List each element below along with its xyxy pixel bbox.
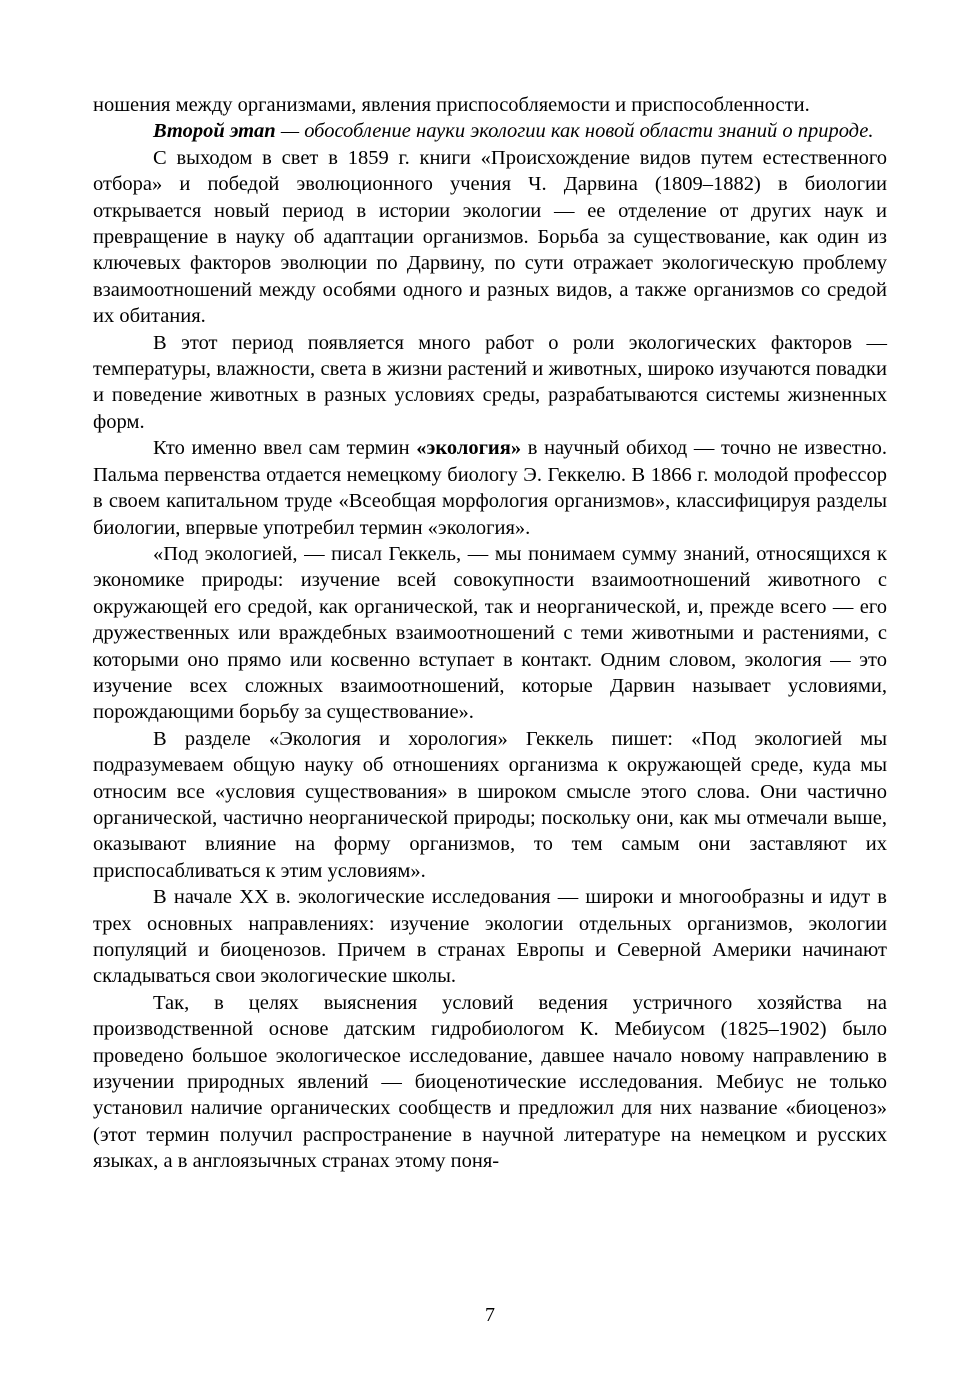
paragraph-darwin: С выходом в свет в 1859 г. книги «Происхождение видов путем естественного отбора» и победой эволюционного учения Ч. Дарвина (1809–1882) в биологии открывается новый период в истории экологии — ее отделение от других наук и превращение в науку об адаптации организмов. Борьба за существование, как один из ключевых факторов эволюции по Дарвину, по сути отражает экологическую проблему взаимоотношений между особями одного и разных видов, а также организмов со средой их обитания. bbox=[93, 146, 887, 328]
paragraph-second-stage bbox=[93, 118, 887, 144]
page-text-body bbox=[93, 92, 887, 1175]
term-intro-text: Кто именно ввел сам термин bbox=[153, 437, 417, 460]
paragraph-twentieth-century: В начале XX в. экологические исследования — широки и многообразны и идут в трех основных направлениях: изучение экологии отдельных организмов, экологии популяций и биоценозов. Причем в странах Европы и Северной Америки начинают складываться свои экологические школы. bbox=[93, 886, 887, 988]
paragraph-ecological-factors: В этот период появляется много работ о роли экологических факторов — температуры, влажности, света в жизни растений и животных, широко изучаются повадки и поведение животных в разных условиях среды, разрабатываются системы жизненных форм. bbox=[93, 331, 887, 433]
paragraph-ecology-chorology: В разделе «Экология и хорология» Геккель пишет: «Под экологией мы подразумеваем общую науку об отношениях организма к окружающей среде, куда мы относим все «условия существования» в широком смысле этого слова. Они частично органической, частично неорганической природы; поскольку они, как мы отмечали выше, оказывают влияние на форму организмов, то тем самым они заставляют их приспосабливаться к этим условиям». bbox=[93, 727, 887, 882]
term-ecology: «экология» bbox=[416, 437, 522, 460]
stage-heading: Второй этап bbox=[153, 120, 276, 143]
term-origin-text: в научный обиход — точно не известно. Пальма первенства отдается немецкому биологу Э. Геккелю. В 1866 г. молодой профессор в своем капитальном труде «Всеобщая морфология организмов», классифицируя разделы биологии, впервые употребил термин «экология». bbox=[93, 437, 887, 539]
page-number: 7 bbox=[485, 1304, 495, 1326]
stage-description: — обособление науки экологии как новой области знаний о природе. bbox=[275, 120, 874, 143]
paragraph-haeckel-quote: «Под экологией, — писал Геккель, — мы понимаем сумму знаний, относящихся к экономике природы: изучение всей совокупности взаимоотношений животного с окружающей его средой, как органической, так и неорганической, и, прежде всего — его дружественных или враждебных взаимоотношений с теми животными и растениями, с которыми оно прямо или косвенно вступает в контакт. Одним словом, экология — это изучение всех сложных взаимоотношений, которые Дарвин называет условиями, порождающими борьбу за существование». bbox=[93, 542, 887, 724]
paragraph-moebius: Так, в целях выяснения условий ведения устричного хозяйства на производственной основе датским гидробиологом К. Мебиусом (1825–1902) было проведено большое экологическое исследование, давшее начало новому направлению в изучении природных явлений — биоценотические исследования. Мебиус не только установил наличие органических сообществ и предложил для них название «биоценоз» (этот термин получил распространение в научной литературе на немецком и русских языках, а в англоязычных странах этому поня- bbox=[93, 991, 887, 1173]
paragraph-continuation: ношения между организмами, явления приспособляемости и приспособленности. bbox=[93, 94, 810, 116]
paragraph-term-origin bbox=[93, 435, 887, 541]
